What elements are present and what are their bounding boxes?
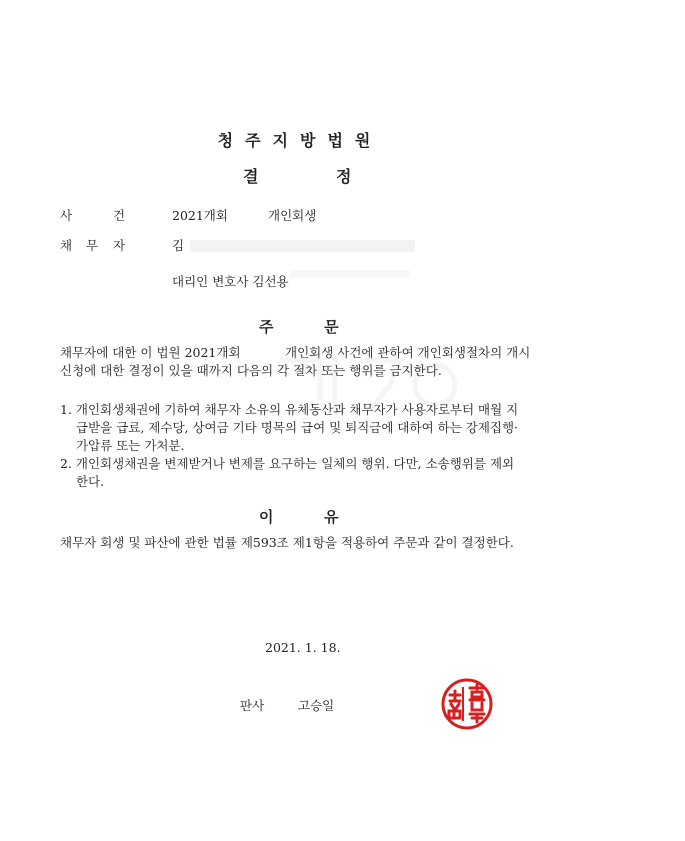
judge-title: 판사 [240,698,265,713]
order-item-1-line2: 급받을 급료, 제수당, 상여금 기타 명목의 급여 및 퇴직금에 대하여 하는 강제집행· [76,420,519,435]
order-heading-left: 주 [259,318,274,336]
debtor-agent: 대리인 변호사 김선용 [172,274,289,289]
case-label-left: 사 [60,208,73,223]
seal-icon [441,677,493,731]
document-title-right: 정 [336,167,352,186]
debtor-label-3: 자 [113,238,126,253]
order-intro-line1b: 개인회생 사건에 관하여 개인회생절차의 개시 [285,345,531,360]
order-heading-right: 문 [324,318,339,336]
court-name: 청주지방법원 [217,131,383,150]
reason-text: 채무자 회생 및 파산에 관한 법률 제593조 제1항을 적용하여 주문과 같이 결정한다. [60,535,514,550]
decision-date: 2021. 1. 18. [265,640,341,655]
order-intro-line1a: 채무자에 대한 이 법원 2021개회 [60,345,241,360]
document-title-left: 결 [243,167,259,186]
order-item-2-line2: 한다. [76,474,105,489]
order-item-2-line1: 2. 개인회생채권을 변제받거나 변제를 요구하는 일체의 행위. 다만, 소송행위를 제외 [60,456,515,471]
judge-seal [441,677,493,731]
debtor-label-1: 채 [60,238,73,253]
case-number: 2021개회 [172,208,228,223]
case-label-right: 건 [113,208,126,223]
order-item-1-line3: 가압류 또는 가처분. [76,438,185,453]
order-intro-line2: 신청에 대한 결정이 있을 때까지 다음의 각 절차 또는 행위를 금지한다. [60,363,442,378]
redacted-address [190,240,415,252]
reason-heading-right: 유 [324,508,339,526]
order-item-1-line1: 1. 개인회생채권에 기하여 채무자 소유의 유체동산과 채무자가 사용자로부터 매월 지 [60,402,519,417]
debtor-label-2: 무 [86,238,99,253]
case-type: 개인회생 [268,208,317,223]
reason-heading-left: 이 [259,508,274,526]
debtor-name: 김 [172,238,185,253]
judge-name: 고승일 [298,698,335,713]
redacted-agent-address [290,270,410,278]
